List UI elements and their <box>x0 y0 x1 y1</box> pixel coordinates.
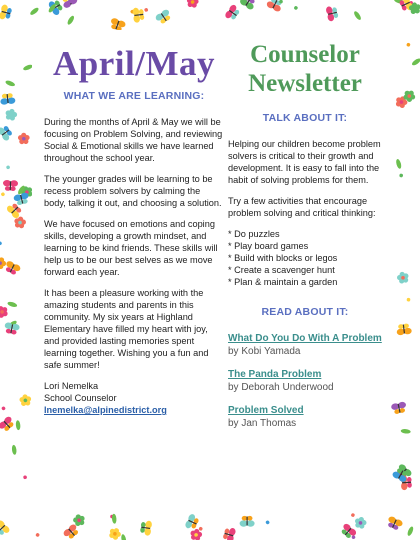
leaf-icon <box>29 6 40 16</box>
leaf-icon <box>406 526 414 537</box>
activity-item: * Create a scavenger hunt <box>228 265 335 275</box>
learning-heading: WHAT WE ARE LEARNING: <box>63 90 205 102</box>
butterfly-icon <box>0 519 11 537</box>
butterfly-icon <box>391 401 408 415</box>
newsletter-title-months: April/May <box>53 44 215 83</box>
leaf-icon <box>353 10 362 21</box>
butterfly-icon <box>396 323 412 336</box>
talk-paragraph: Try a few activities that encourage problem solving and critical thinking: <box>228 196 376 218</box>
butterfly-icon <box>0 123 14 141</box>
activity-item: * Do puzzles <box>228 229 280 239</box>
dot-icon <box>399 173 403 177</box>
flower-icon <box>355 517 367 529</box>
butterfly-icon <box>224 4 241 22</box>
leaf-icon <box>411 57 420 66</box>
newsletter-title-line1: Counselor <box>250 41 360 68</box>
leaf-icon <box>7 301 18 308</box>
leaf-icon <box>15 420 20 430</box>
leaf-icon <box>11 445 17 455</box>
newsletter-panel <box>32 30 388 510</box>
dot-icon <box>1 406 6 411</box>
butterfly-icon <box>3 260 21 276</box>
email-link[interactable]: lnemelka@alpinedistrict.org <box>44 405 167 415</box>
leaf-icon <box>395 158 402 169</box>
book-author: by Deborah Underwood <box>228 382 334 393</box>
dot-icon <box>293 5 298 10</box>
signature-name: Lori Nemelka <box>44 381 99 391</box>
flower-icon <box>17 131 32 146</box>
book-title-link[interactable]: The Panda Problem <box>228 369 322 380</box>
book-title-link[interactable]: Problem Solved <box>228 405 304 416</box>
butterfly-icon <box>13 192 30 206</box>
activity-item: * Plan & maintain a garden <box>228 277 338 287</box>
dot-icon <box>35 532 40 537</box>
activity-item: * Build with blocks or legos <box>228 253 338 263</box>
butterfly-icon <box>385 515 403 531</box>
butterfly-icon <box>184 513 200 531</box>
dot-icon <box>351 535 356 540</box>
butterfly-icon <box>325 5 339 22</box>
book-entry <box>228 368 382 394</box>
dot-icon <box>406 42 411 47</box>
butterfly-icon <box>239 0 257 11</box>
book-entry <box>228 332 382 358</box>
dot-icon <box>0 192 5 197</box>
butterfly-icon <box>3 180 18 191</box>
leaf-icon <box>66 15 75 26</box>
butterfly-icon <box>154 8 172 25</box>
dot-icon <box>406 298 410 302</box>
talk-heading: TALK ABOUT IT: <box>262 112 348 124</box>
left-column <box>44 40 224 416</box>
book-author: by Kobi Yamada <box>228 346 301 357</box>
butterfly-icon <box>0 4 13 21</box>
leaf-icon <box>5 80 16 88</box>
flower-icon <box>397 272 409 284</box>
activity-item: * Play board games <box>228 241 309 251</box>
butterfly-icon <box>132 7 145 23</box>
butterfly-icon <box>0 93 16 105</box>
learning-paragraph: It has been a pleasure working with the amazing students and parents in this community. My six years at Highland Elementary have filled my heart with joy, and provided lasting memories spent learning together. Wishing you a fun and safe summer! <box>44 288 209 370</box>
flower-icon <box>4 108 19 123</box>
flower-icon <box>186 0 199 9</box>
dot-icon <box>351 513 356 518</box>
flower-icon <box>0 306 8 319</box>
learning-paragraph: The younger grades will be learning to be recess problem solvers by calming the body, talking it out, and choosing a solution. <box>44 174 222 208</box>
activity-list <box>228 228 382 288</box>
flower-icon <box>0 257 7 270</box>
butterfly-icon <box>0 415 16 433</box>
dot-icon <box>144 8 149 13</box>
leaf-icon <box>400 429 410 434</box>
newsletter-title-line2: Newsletter <box>248 70 362 97</box>
dot-icon <box>0 241 2 246</box>
dot-icon <box>23 475 27 479</box>
dot-icon <box>6 165 10 169</box>
leaf-icon <box>121 534 127 540</box>
butterfly-icon <box>222 526 237 540</box>
book-entry <box>228 404 382 430</box>
signature-title: School Counselor <box>44 393 117 403</box>
talk-paragraph: Helping our children become problem solvers is critical to their growth and development. It is easy to fall into the habit of solving problems for them. <box>228 139 381 185</box>
butterfly-icon <box>3 322 20 335</box>
right-column <box>228 40 382 440</box>
book-author: by Jan Thomas <box>228 418 297 429</box>
read-heading: READ ABOUT IT: <box>261 306 349 318</box>
butterfly-icon <box>240 516 255 527</box>
book-title-link[interactable]: What Do You Do With A Problem <box>228 333 382 344</box>
newsletter-title <box>228 40 382 98</box>
flower-icon <box>109 527 122 540</box>
signature-block <box>44 380 224 416</box>
learning-paragraph: We have focused on emotions and coping skills, developing a growth mindset, and learning to be kind friends. These skills will help us to be our best selves as we move forward each year. <box>44 219 218 277</box>
butterfly-icon <box>140 520 153 536</box>
learning-paragraph: During the months of April & May we will be focusing on Problem Solving, and reviewing Social & Emotional skills we have learned throughout the school year. <box>44 117 223 163</box>
dot-icon <box>265 520 270 525</box>
